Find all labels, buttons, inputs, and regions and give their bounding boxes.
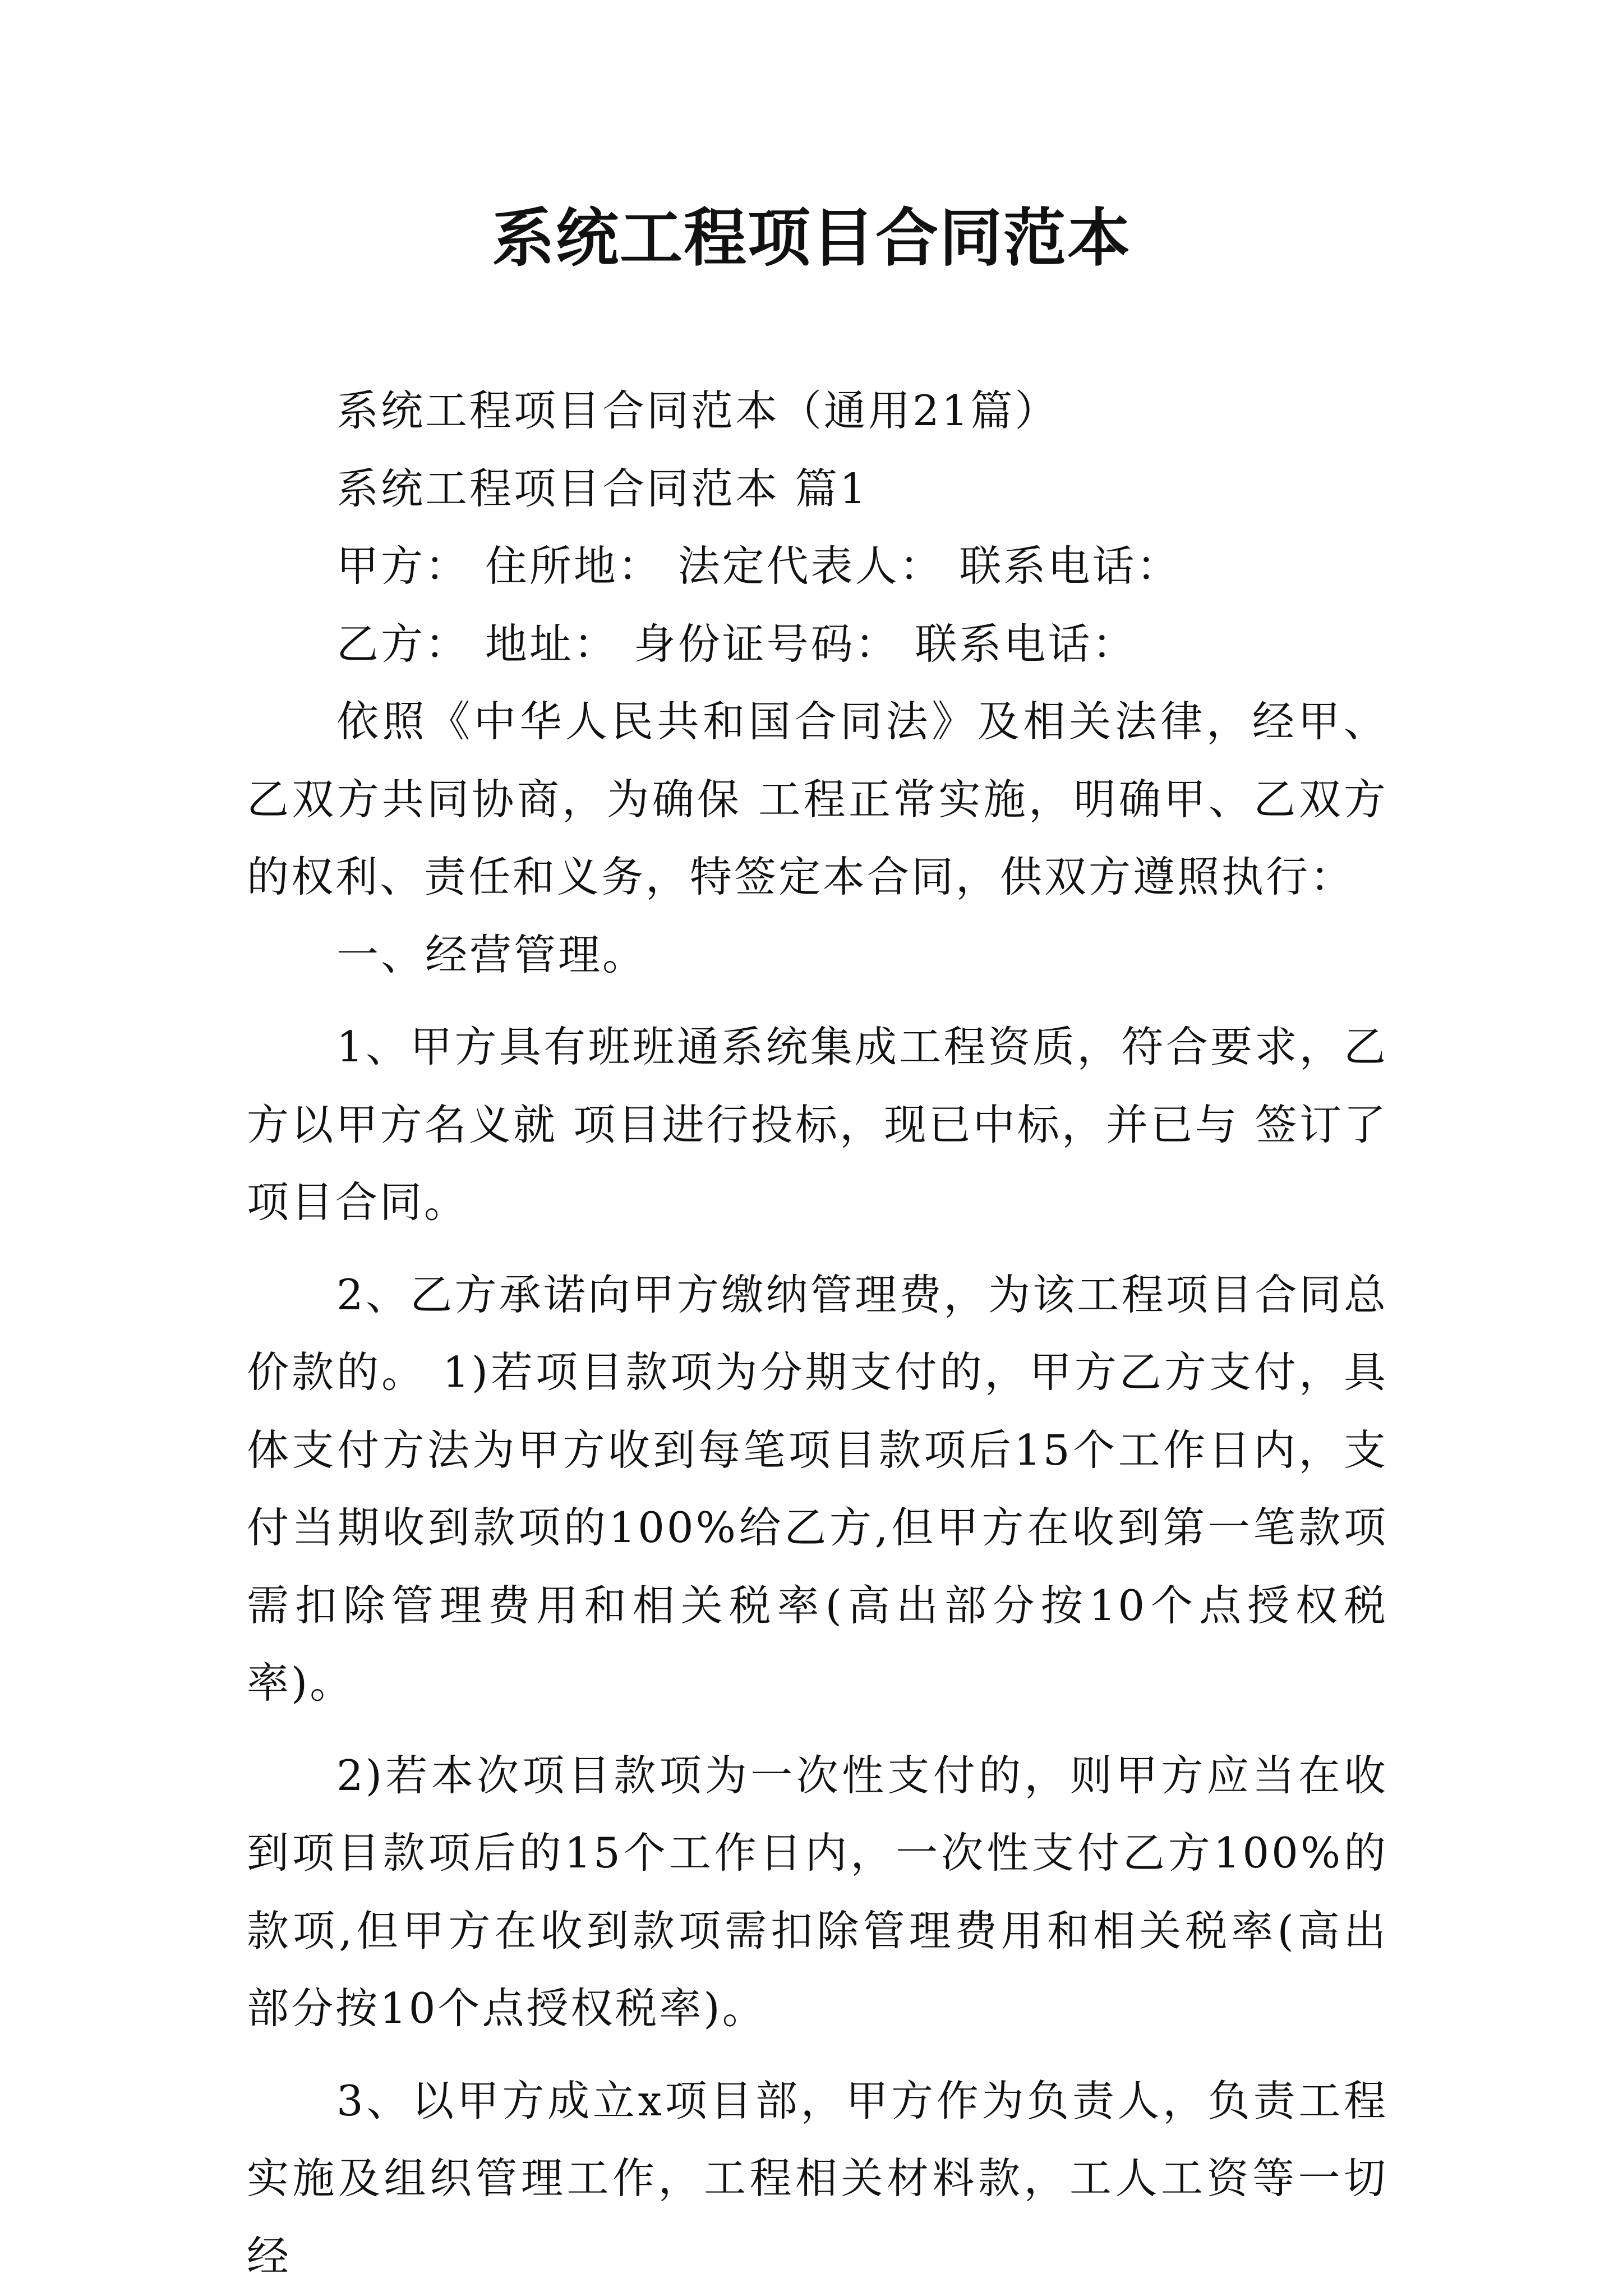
paragraph-subtitle: 系统工程项目合同范本（通用21篇） (336, 386, 1059, 435)
paragraph-clause-2: 2、乙方承诺向甲方缴纳管理费，为该工程项目合同总价款的。 1)若项目款项为分期支付的，甲方乙方支付，具体支付方法为甲方收到每笔项目款项后15个工作日内，支付当期收到款项的100%给乙方,但甲方在收到第一笔款项需扣除管理费用和相关税率(高出部分按10个点授权税率)。 (247, 1269, 1388, 1708)
document-title: 系统工程项目合同范本 (492, 201, 1131, 275)
paragraph-section-heading: 系统工程项目合同范本 篇1 (336, 463, 869, 513)
paragraph-clause-1: 1、甲方具有班班通系统集成工程资质，符合要求，乙方以甲方名义就 项目进行投标，现已中标，并已与 签订了项目合同。 (247, 1022, 1388, 1227)
paragraph-clause-2-sub: 2)若本次项目款项为一次性支付的，则甲方应当在收到项目款项后的15个工作日内，一次性支付乙方100%的款项,但甲方在收到款项需扣除管理费用和相关税率(高出部分按10个点授权税率)。 (247, 1750, 1388, 2033)
document-body (247, 372, 1388, 2295)
paragraph-preamble: 依照《中华人民共和国合同法》及相关法律，经甲、乙双方共同协商，为确保 工程正常实施，明确甲、乙双方的权利、责任和义务，特签定本合同，供双方遵照执行： (247, 697, 1388, 901)
paragraph-clause-heading: 一、经营管理。 (336, 930, 647, 979)
paragraph-party-b: 乙方： 地址： 身份证号码： 联系电话： (336, 619, 1137, 669)
paragraph-party-a: 甲方： 住所地： 法定代表人： 联系电话： (336, 541, 1181, 591)
paragraph-clause-3: 3、以甲方成立x项目部，甲方作为负责人，负责工程实施及组织管理工作，工程相关材料款，工人工资等一切经 (247, 2076, 1388, 2281)
